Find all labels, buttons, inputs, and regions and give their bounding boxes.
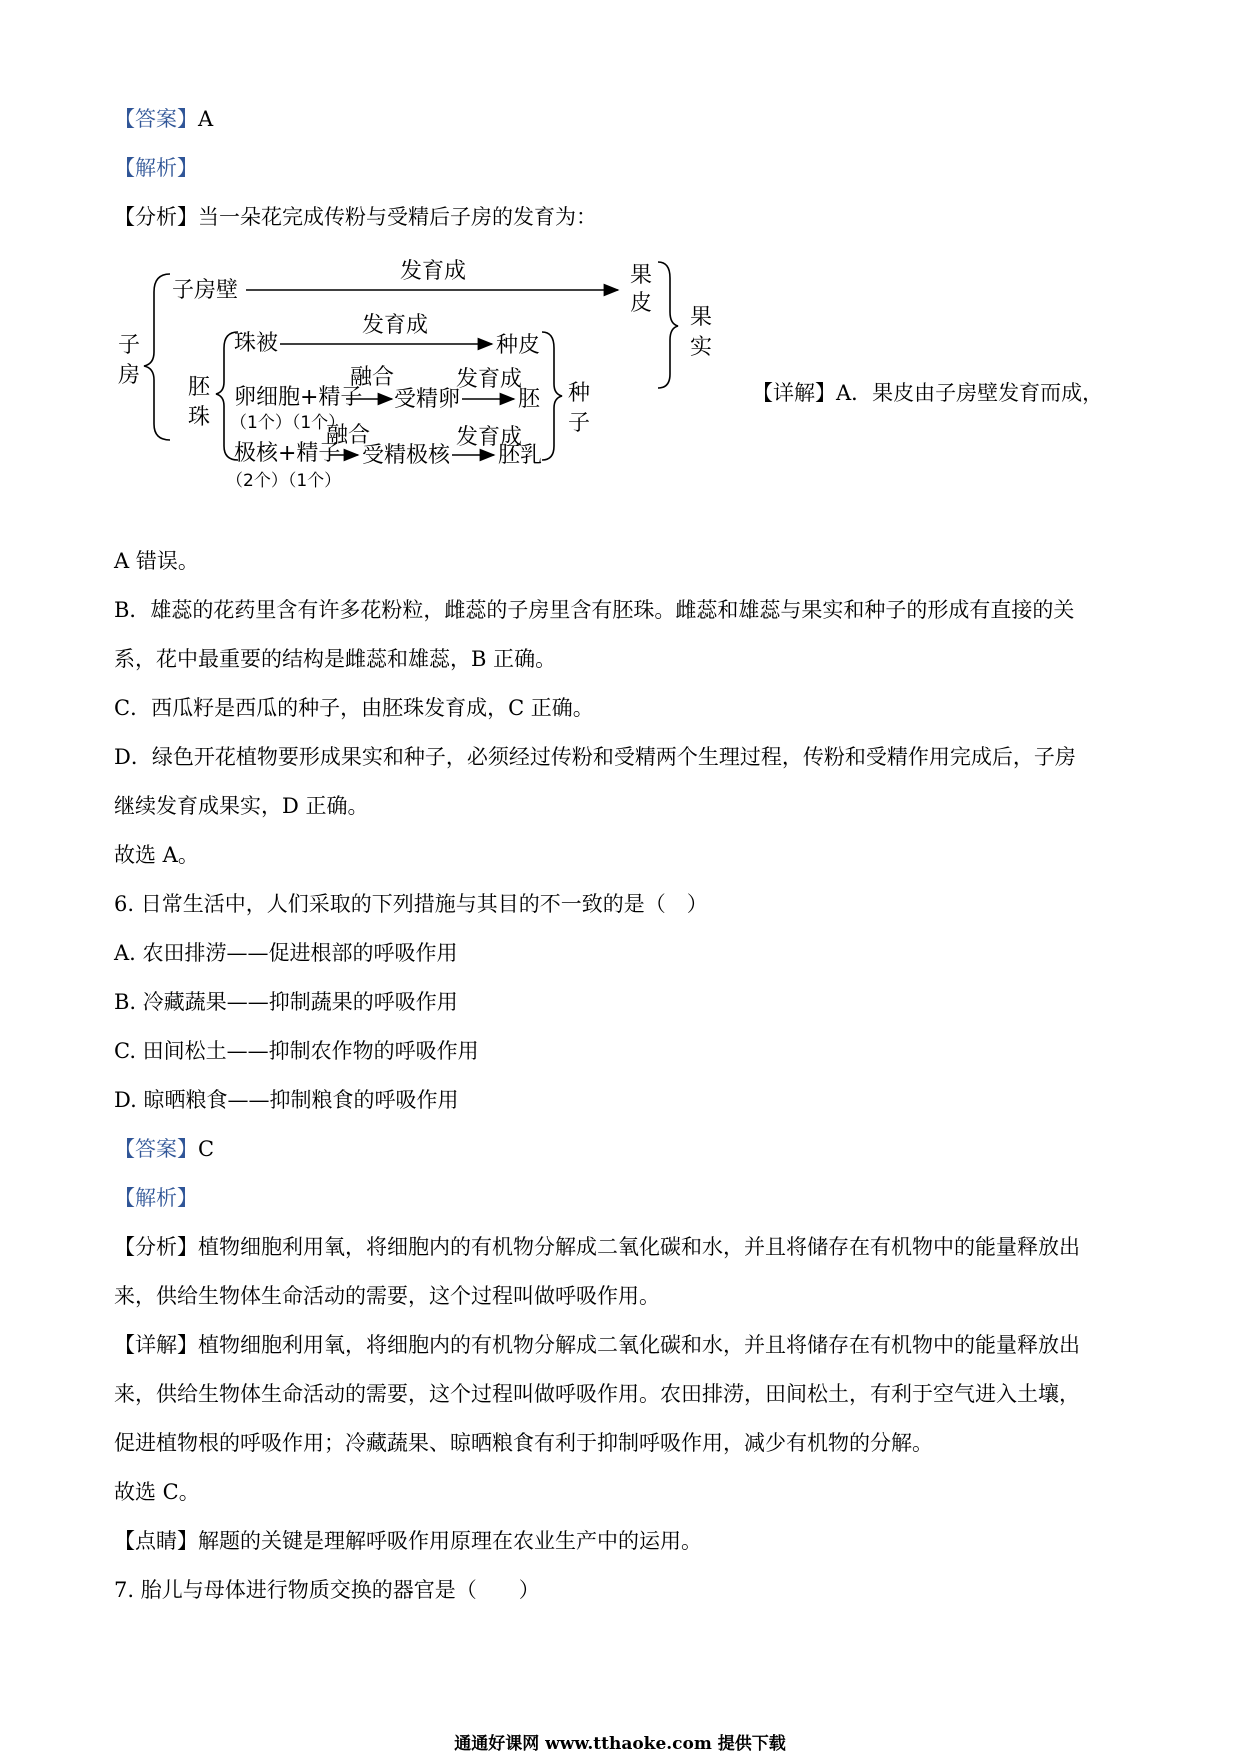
q6-fenxi-2: 来，供给生物体生命活动的需要，这个过程叫做呼吸作用。 — [114, 1284, 660, 1308]
q6-xiangjie-3: 促进植物根的呼吸作用；冷藏蔬果、晾晒粮食有利于抑制呼吸作用，减少有机物的分解。 — [114, 1431, 933, 1455]
q6-xiangjie-2: 来，供给生物体生命活动的需要，这个过程叫做呼吸作用。农田排涝，田间松土，有利于空气进入土壤， — [114, 1382, 1080, 1406]
xiangjie-tag: 【详解】 — [752, 381, 836, 405]
diagram-fayucheng-2: 发育成 — [362, 313, 429, 338]
diagram-zhongpi: 种皮 — [496, 333, 541, 358]
diagram-shoujingjihe: 受精极核 — [362, 443, 451, 468]
line-d2: 继续发育成果实，D 正确。 — [114, 794, 369, 818]
diagram-guopi-2: 皮 — [630, 291, 653, 316]
diagram-guoshi-1: 果 — [690, 305, 713, 330]
diagram-zifang-2: 房 — [118, 363, 141, 388]
ovary-development-diagram — [110, 252, 730, 524]
diagram-peizhu-2: 珠 — [188, 405, 211, 430]
diagram-guopi-1: 果 — [630, 263, 653, 288]
q6-fenxi-tag: 【分析】 — [114, 1235, 198, 1259]
choose-a: 故选 A。 — [114, 843, 199, 867]
diagram-guoshi-2: 实 — [690, 335, 713, 360]
answer-line — [114, 104, 213, 134]
q6-dianjing-tag: 【点睛】 — [114, 1529, 198, 1553]
diagram-zhongzi-brace — [542, 332, 562, 460]
diagram-shoujingluan: 受精卵 — [394, 387, 461, 412]
diagram-count-ji: （2个）（1个） — [226, 471, 342, 491]
diagram-left-brace — [144, 274, 170, 440]
q6-answer-tag: 【答案】 — [114, 1137, 198, 1161]
q6-option-d: D. 晾晒粮食——抑制粮食的呼吸作用 — [114, 1088, 459, 1112]
diagram-peiru: 胚乳 — [498, 443, 543, 468]
diagram-guoshi-brace — [658, 262, 678, 388]
q6-option-b: B. 冷藏蔬果——抑制蔬果的呼吸作用 — [114, 990, 458, 1014]
diagram-jihe-jingzi: 极核+精子 — [234, 441, 341, 466]
q6-stem: 6. 日常生活中，人们采取的下列措施与其目的不一致的是（ ） — [114, 892, 708, 916]
q6-option-c: C. 田间松土——抑制农作物的呼吸作用 — [114, 1039, 479, 1063]
line-b1: B．雄蕊的花药里含有许多花粉粒，雌蕊的子房里含有胚珠。雌蕊和雄蕊与果实和种子的形成有直接的关 — [114, 598, 1075, 622]
diagram-ronghe-1: 融合 — [350, 365, 395, 390]
diagram-zifangbi: 子房壁 — [172, 278, 239, 303]
diagram-zhongzi-2: 子 — [568, 411, 591, 436]
diagram-fayucheng-1: 发育成 — [400, 259, 467, 284]
q6-xiangjie-1 — [114, 1330, 1080, 1360]
diagram-zhubei: 珠被 — [234, 331, 279, 356]
diagram-fayucheng-3: 发育成 — [456, 367, 523, 392]
q6-answer-value: C — [198, 1137, 215, 1161]
line-b2: 系，花中最重要的结构是雌蕊和雄蕊，B 正确。 — [114, 647, 557, 671]
xiangjie-line-1 — [752, 378, 1103, 408]
q6-fenxi-text-1: 植物细胞利用氧，将细胞内的有机物分解成二氧化碳和水，并且将储存在有机物中的能量释放出 — [198, 1235, 1080, 1259]
q6-analysis-tag: 【解析】 — [114, 1186, 198, 1210]
line-c: C．西瓜籽是西瓜的种子，由胚珠发育成，C 正确。 — [114, 696, 594, 720]
line-a: A 错误。 — [114, 549, 199, 573]
analysis-tag: 【解析】 — [114, 156, 198, 180]
answer-tag: 【答案】 — [114, 107, 198, 131]
q7-stem: 7. 胎儿与母体进行物质交换的器官是（ ） — [114, 1578, 540, 1602]
fenxi-line — [114, 202, 597, 232]
diagram-count-luan: （1个）（1个） — [230, 413, 346, 433]
q6-fenxi-1 — [114, 1232, 1080, 1262]
q6-xiangjie-tag: 【详解】 — [114, 1333, 198, 1357]
q6-choose: 故选 C。 — [114, 1480, 200, 1504]
diagram-zifang-1: 子 — [118, 333, 141, 358]
line-d1: D．绿色开花植物要形成果实和种子，必须经过传粉和受精两个生理过程，传粉和受精作用完成后，子房 — [114, 745, 1076, 769]
q6-dianjing — [114, 1526, 702, 1556]
fenxi-text: 当一朵花完成传粉与受精后子房的发育为： — [198, 205, 597, 229]
page-footer: 通通好课网 www.tthaoke.com 提供下载 — [454, 1734, 786, 1754]
diagram-peizhu-1: 胚 — [188, 375, 211, 400]
diagram-luanxibao-jingzi: 卵细胞+精子 — [234, 385, 363, 410]
q6-dianjing-text: 解题的关键是理解呼吸作用原理在农业生产中的运用。 — [198, 1529, 702, 1553]
diagram-ronghe-2: 融合 — [326, 423, 371, 448]
answer-value: A — [198, 107, 214, 131]
q6-option-a: A. 农田排涝——促进根部的呼吸作用 — [114, 941, 458, 965]
diagram-pei: 胚 — [518, 387, 541, 412]
fenxi-tag: 【分析】 — [114, 205, 198, 229]
xiangjie-text: A．果皮由子房壁发育而成， — [836, 381, 1104, 405]
diagram-fayucheng-4: 发育成 — [456, 425, 523, 450]
q6-xiangjie-text-1: 植物细胞利用氧，将细胞内的有机物分解成二氧化碳和水，并且将储存在有机物中的能量释放出 — [198, 1333, 1080, 1357]
q6-answer-line — [114, 1134, 214, 1164]
diagram-zhongzi-1: 种 — [568, 381, 591, 406]
